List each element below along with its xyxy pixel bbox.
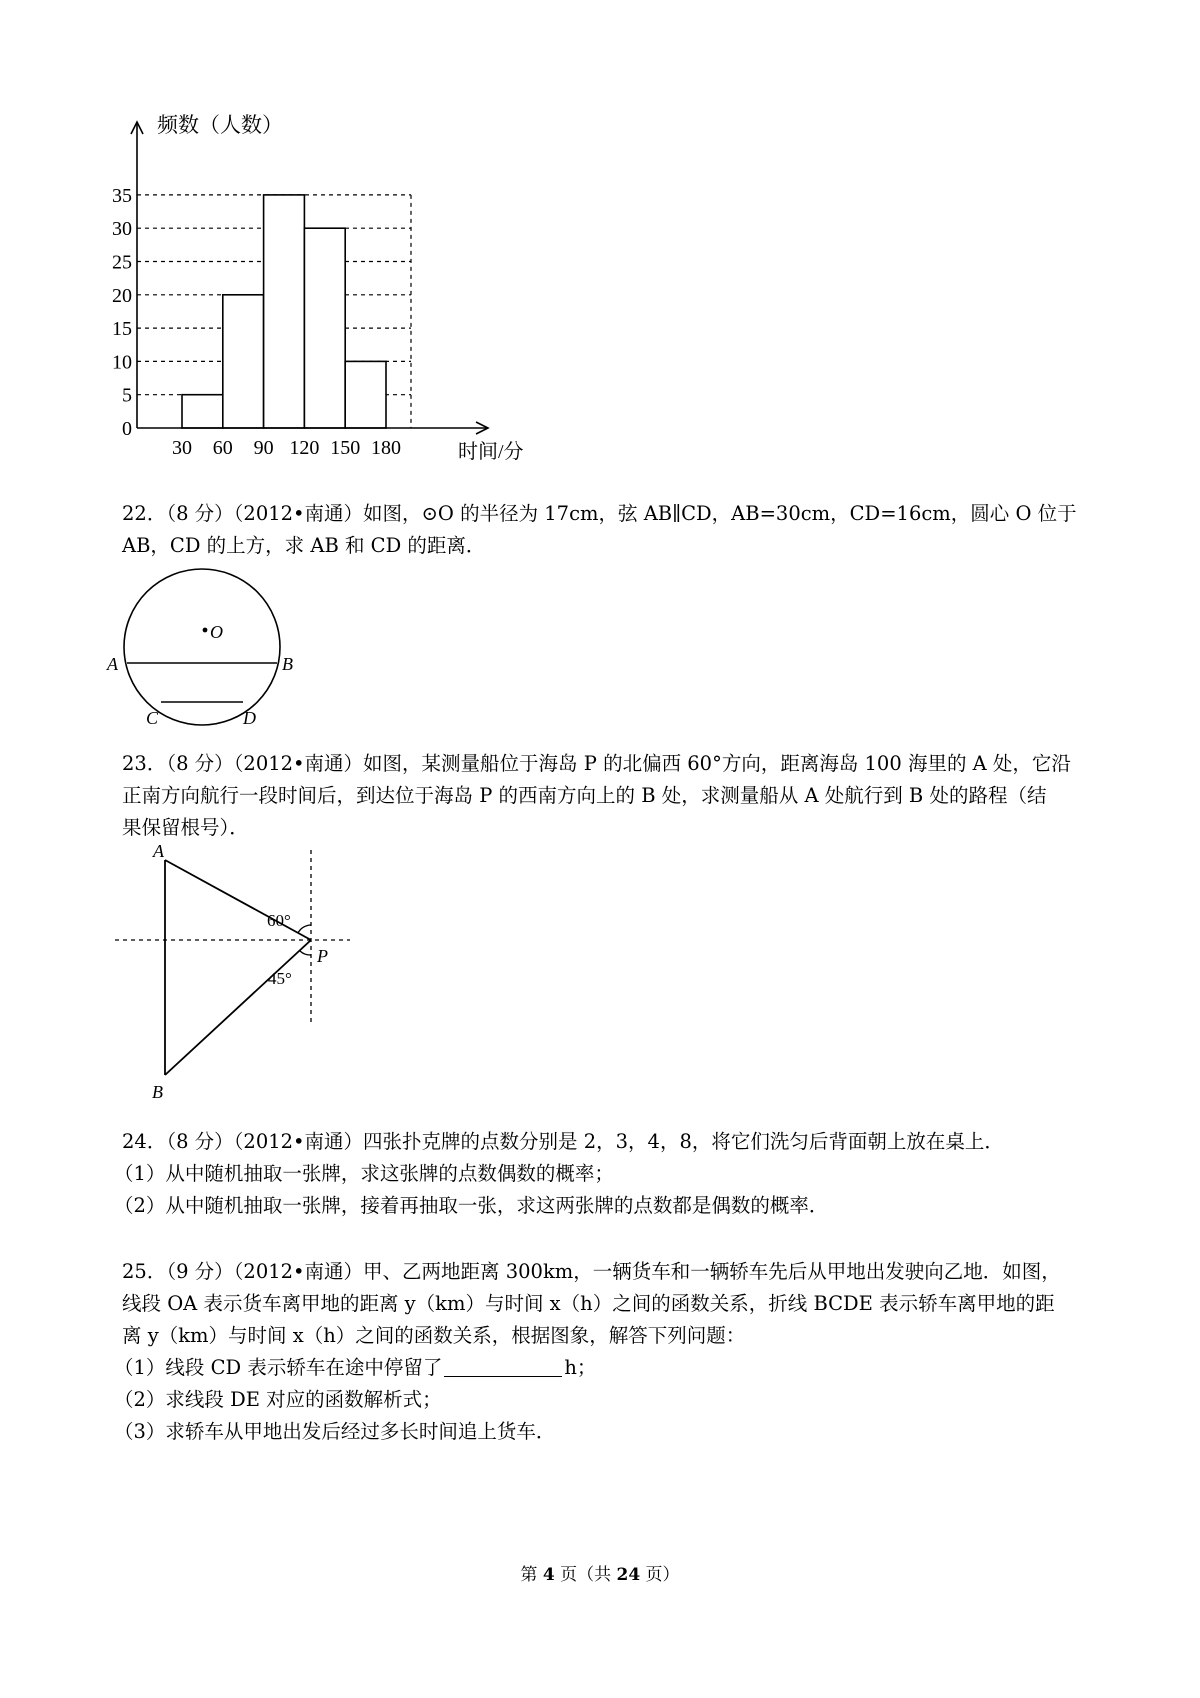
q25-line-5: （2）求线段 DE 对应的函数解析式；: [114, 1388, 442, 1411]
q25-line-4-suffix: h；: [564, 1356, 597, 1379]
q23-line-2: 正南方向航行一段时间后，到达位于海岛 P 的西南方向上的 B 处，求测量船从 A 处航行到 B 处的路程（结: [122, 784, 1047, 807]
x-tick-label: 120: [289, 437, 320, 459]
histogram-bar: [223, 295, 264, 428]
label-a: A: [153, 841, 164, 861]
x-tick-label: 180: [371, 437, 401, 459]
total-pages: 24: [616, 1565, 641, 1585]
q23-line-1: 23．（8 分）（2012•南通）如图，某测量船位于海岛 P 的北偏西 60°方向，距离海岛 100 海里的 A 处，它沿: [122, 752, 1071, 775]
q25-line-4-prefix: （1）线段 CD 表示轿车在途中停留了: [114, 1356, 443, 1379]
label-b: B: [152, 1082, 163, 1102]
footer-suffix: 页）: [640, 1565, 680, 1585]
circle-figure: [105, 568, 305, 728]
q25-line-1: 25．（9 分）（2012•南通）甲、乙两地距离 300km，一辆货车和一辆轿车先后从甲地出发驶向乙地．如图，: [122, 1260, 1061, 1283]
navigation-figure: [105, 840, 355, 1102]
label-o: O: [210, 622, 223, 642]
y-axis-label: 频数（人数）: [157, 113, 283, 137]
angle-arc-45: [300, 951, 311, 955]
angle-arc-60: [298, 925, 311, 933]
y-tick-label: 30: [112, 218, 132, 241]
q25-line-2: 线段 OA 表示货车离甲地的距离 y（km）与时间 x（h）之间的函数关系，折线 BCDE 表示轿车离甲地的距: [122, 1292, 1055, 1315]
footer-prefix: 第: [520, 1565, 543, 1585]
y-tick-label: 10: [112, 351, 132, 374]
q25-line-6: （3）求轿车从甲地出发后经过多长时间追上货车．: [114, 1420, 556, 1443]
x-tick-label: 60: [212, 437, 233, 459]
y-tick-label: 5: [122, 384, 132, 407]
chart-bars: [182, 195, 386, 428]
histogram-chart: [0, 0, 560, 460]
answer-blank[interactable]: [444, 1354, 562, 1377]
y-tick-label: 15: [112, 318, 132, 341]
label-b: B: [282, 654, 293, 674]
q22-line-1: 22．（8 分）（2012•南通）如图，⊙O 的半径为 17cm，弦 AB∥CD，AB=30cm，CD=16cm，圆心 O 位于: [122, 502, 1077, 525]
label-d: D: [243, 708, 256, 728]
y-tick-label: 35: [112, 184, 132, 207]
current-page-number: 4: [542, 1565, 555, 1585]
histogram-bar: [345, 361, 386, 428]
q24-line-1: 24．（8 分）（2012•南通）四张扑克牌的点数分别是 2，3，4，8，将它们洗匀后背面朝上放在桌上．: [122, 1130, 1004, 1153]
histogram-bar: [182, 395, 223, 428]
histogram-bar: [304, 228, 345, 428]
q23-line-3: 果保留根号）．: [122, 816, 249, 839]
q24-line-3: （2）从中随机抽取一张牌，接着再抽取一张，求这两张牌的点数都是偶数的概率．: [114, 1194, 829, 1217]
angle-label-45: 45°: [268, 969, 292, 988]
histogram-bar: [264, 195, 305, 428]
x-tick-label: 30: [172, 437, 192, 459]
x-tick-label: 90: [253, 437, 274, 459]
chart-y-ticks: [112, 185, 132, 440]
label-a: A: [107, 654, 118, 674]
segment-bp: [165, 940, 311, 1075]
chart-x-ticks: [172, 437, 401, 459]
label-p: P: [317, 946, 328, 966]
center-dot: [203, 628, 208, 633]
q24-line-2: （1）从中随机抽取一张牌，求这张牌的点数偶数的概率；: [114, 1162, 614, 1185]
page-footer: [0, 1560, 1200, 1585]
footer-middle: 页（共: [554, 1565, 617, 1585]
q25-line-3: 离 y（km）与时间 x（h）之间的函数关系，根据图象，解答下列问题：: [122, 1324, 746, 1347]
q25-line-4: [114, 1352, 596, 1384]
x-axis-label: 时间/分: [458, 441, 524, 460]
angle-label-60: 60°: [267, 911, 291, 930]
q22-line-2: AB，CD 的上方，求 AB 和 CD 的距离．: [122, 534, 486, 557]
label-c: C: [146, 708, 159, 728]
y-tick-label: 0: [122, 418, 132, 440]
x-tick-label: 150: [330, 437, 361, 459]
y-tick-label: 25: [112, 251, 132, 274]
y-tick-label: 20: [112, 284, 132, 307]
